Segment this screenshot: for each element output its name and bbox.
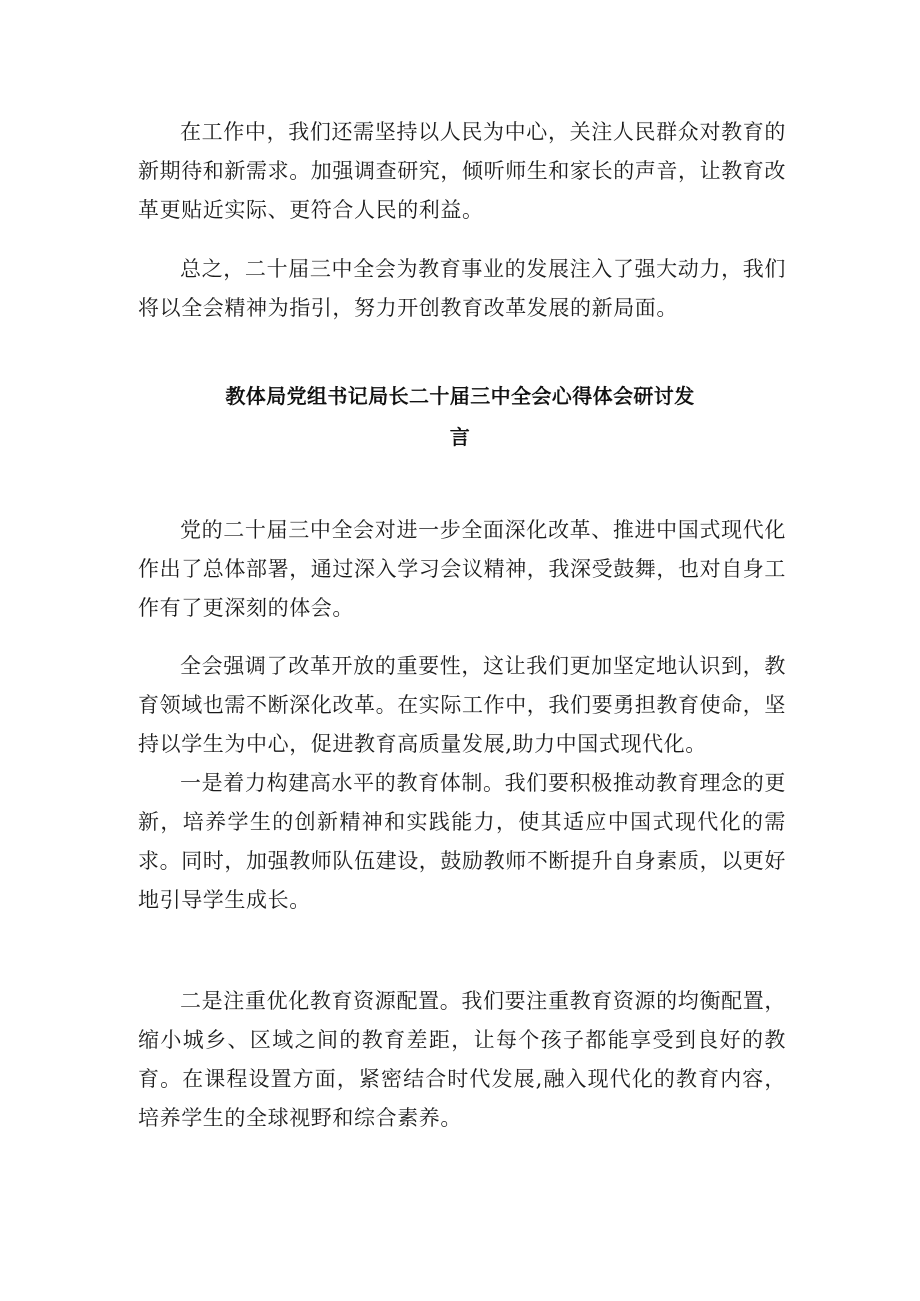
paragraph-conclusion: 总之，二十届三中全会为教育事业的发展注入了强大动力，我们将以全会精神为指引，努力开创教育改革发展的新局面。 <box>138 257 786 320</box>
paragraph-point-two: 二是注重优化教育资源配置。我们要注重教育资源的均衡配置，缩小城乡、区域之间的教育差距，让每个孩子都能享受到良好的教育。在课程设置方面，紧密结合时代发展,融入现代化的教育内容，培养学生的全球视野和综合素养。 <box>138 989 786 1130</box>
paragraph-point-one: 一是着力构建高水平的教育体制。我们要积极推动教育理念的更新，培养学生的创新精神和实践能力，使其适应中国式现代化的需求。同时，加强教师队伍建设，鼓励教师不断提升自身素质，以更好地引导学生成长。 <box>138 771 786 912</box>
paragraph-people-centered: 在工作中，我们还需坚持以人民为中心，关注人民群众对教育的新期待和新需求。加强调查研究，倾听师生和家长的声音，让教育改革更贴近实际、更符合人民的利益。 <box>138 120 786 222</box>
document-title-line-1: 教体局党组书记局长二十届三中全会心得体会研讨发 <box>225 384 695 408</box>
paragraph-introduction: 党的二十届三中全会对进一步全面深化改革、推进中国式现代化作出了总体部署，通过深入学习会议精神，我深受鼓舞，也对自身工作有了更深刻的体会。 <box>138 518 786 620</box>
document-title <box>130 376 790 458</box>
paragraph-reform-importance: 全会强调了改革开放的重要性，这让我们更加坚定地认识到，教育领域也需不断深化改革。在实际工作中，我们要勇担教育使命，坚持以学生为中心，促进教育高质量发展,助力中国式现代化。 <box>138 654 786 756</box>
document-title-line-2: 言 <box>449 425 471 449</box>
